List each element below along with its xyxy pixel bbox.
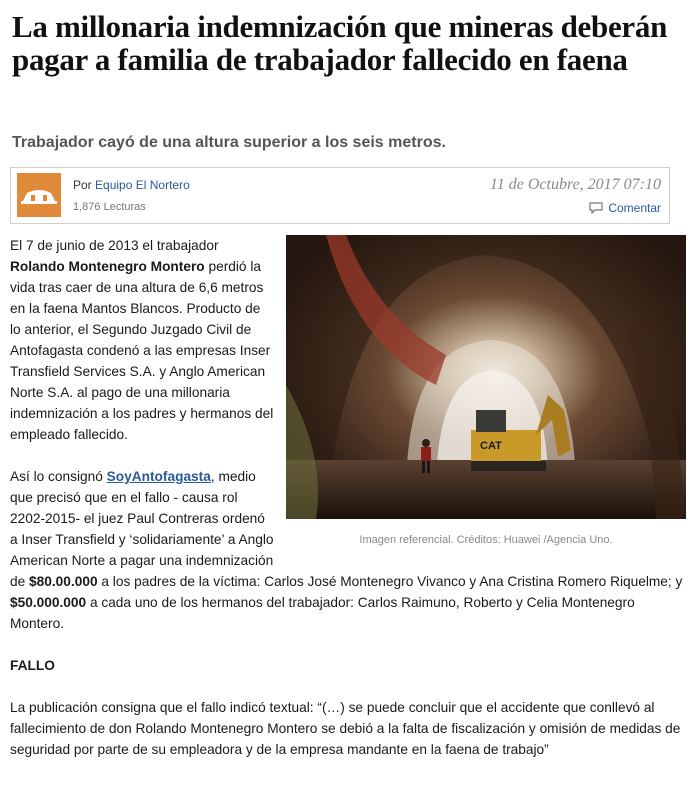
article-subtitle: Trabajador cayó de una altura superior a los seis metros. [12, 134, 446, 151]
byline-box [10, 167, 670, 224]
author-line [73, 178, 190, 192]
section-title: FALLO [10, 658, 55, 673]
author-prefix: Por [73, 178, 92, 192]
amount-parents: $80.00.000 [29, 574, 98, 589]
comment-icon [589, 202, 603, 214]
source-link[interactable]: SoyAntofagasta [106, 469, 211, 484]
victim-name: Rolando Montenegro Montero [10, 259, 205, 274]
publish-date: 11 de Octubre, 2017 07:10 [489, 176, 661, 193]
article-figure [286, 235, 686, 551]
figure-caption: Imagen referencial. Créditos: Huawei /Agencia Uno. [359, 534, 613, 546]
p1-text-a: El 7 de junio de 2013 el trabajador [10, 238, 219, 253]
read-count: 1,876 Lecturas [73, 201, 146, 213]
machine-label: CAT [480, 440, 502, 452]
tunnel-photo [286, 235, 686, 519]
p2-text-b: , medio que precisó que en el fallo - causa rol 2202-2015- el juez Paul Contreras ordenó a Inser Transfield y ‘solidariamente’ a Anglo American Norte a pagar una indemnización de [10, 469, 274, 589]
p1-text-b: perdió la vida tras caer de una altura de 6,6 metros en la faena Mantos Blancos. Producto de lo anterior, el Segundo Juzgado Civil de Antofagasta condenó a las empresas Inser Transfield Services S.A. y Anglo American Norte S.A. al pago de una millonaria indemnización a los padres y hermanos del empleado fallecido. [10, 259, 274, 442]
p2-text-a: Así lo consignó [10, 469, 103, 484]
p2-text-c: a los padres de la víctima: Carlos José Montenegro Vivanco y Ana Cristina Romero Riquelme; y [101, 574, 683, 589]
author-logo-icon [17, 173, 61, 217]
amount-siblings: $50.000.000 [10, 595, 87, 610]
article-body [10, 235, 686, 781]
author-avatar [17, 173, 61, 217]
comment-button[interactable] [589, 201, 661, 215]
p2-text-d: a cada uno de los hermanos del trabajador: Carlos Raimuno, Roberto y Celia Montenegro Montero. [10, 595, 635, 631]
comment-label: Comentar [608, 201, 661, 215]
article-headline: La millonaria indemnización que mineras deberán pagar a familia de trabajador fallecido en faena [12, 9, 668, 77]
author-link[interactable]: Equipo El Nortero [95, 178, 190, 192]
paragraph-3: La publicación consigna que el fallo indicó textual: “(…) se puede concluir que el accidente que conllevó al fallecimiento de don Rolando Montenegro Montero se debió a la falta de fiscalización y omisión de medidas de seguridad por parte de su empleadora y de la empresa mandante en la faena de trabajo” [10, 700, 681, 757]
